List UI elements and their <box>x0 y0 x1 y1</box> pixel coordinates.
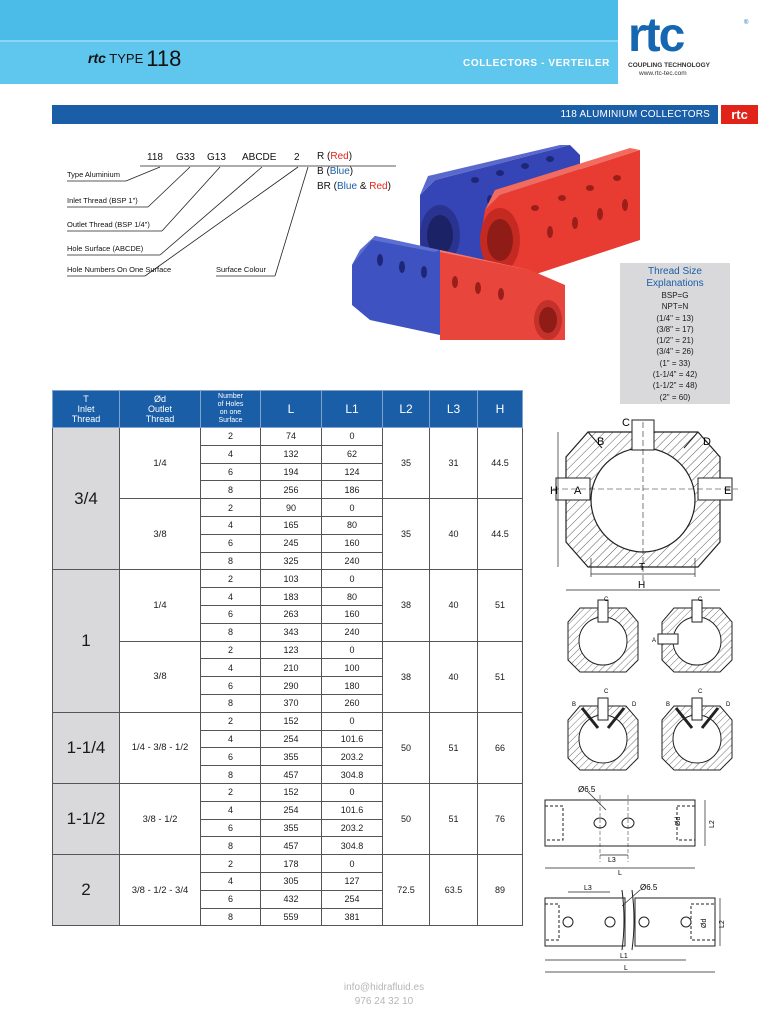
side1-label-l2: L2 <box>709 820 716 828</box>
holes-cell: 4 <box>201 445 261 463</box>
page-subtitle: COLLECTORS - VERTEILER <box>463 58 610 69</box>
l-cell: 254 <box>261 730 322 748</box>
header-od-1: Ød <box>153 394 166 404</box>
l-cell: 325 <box>261 552 322 570</box>
l2-cell: 38 <box>383 570 430 641</box>
l1-cell: 260 <box>322 694 383 712</box>
l-cell: 256 <box>261 481 322 499</box>
brand-name: rtc <box>88 50 106 66</box>
logo-mark: rtc <box>628 9 684 62</box>
header-l2: L2 <box>383 391 430 428</box>
thread-box-line: (1" = 33) <box>659 358 691 368</box>
h-cell: 66 <box>478 712 523 783</box>
dimensions-table <box>52 390 523 926</box>
l3-cell: 40 <box>430 641 478 712</box>
l-cell: 355 <box>261 819 322 837</box>
holes-cell: 4 <box>201 516 261 534</box>
holes-cell: 4 <box>201 659 261 677</box>
inlet-thread-cell: 1-1/2 <box>53 783 120 854</box>
small4-label-c: C <box>698 689 703 695</box>
section-title: 118 ALUMINIUM COLLECTORS <box>560 109 710 120</box>
table-row <box>53 712 523 730</box>
thread-box-title-line1: Thread Size <box>648 266 702 277</box>
l-cell: 210 <box>261 659 322 677</box>
l-cell: 457 <box>261 837 322 855</box>
l-cell: 183 <box>261 588 322 606</box>
colour-name-blue: Blue <box>329 166 350 177</box>
l3-cell: 63.5 <box>430 855 478 926</box>
l-cell: 132 <box>261 445 322 463</box>
l1-cell: 304.8 <box>322 766 383 784</box>
l1-cell: 0 <box>322 641 383 659</box>
l1-cell: 203.2 <box>322 748 383 766</box>
section-badge: rtc <box>721 105 758 124</box>
table-row <box>53 499 523 517</box>
footer-email: info@hidrafluid.es <box>343 982 425 993</box>
l-cell: 152 <box>261 712 322 730</box>
header-t-3: Thread <box>71 414 101 424</box>
l-cell: 74 <box>261 428 322 446</box>
holes-cell: 4 <box>201 872 261 890</box>
code-part-inlet: G33 <box>176 152 195 163</box>
l3-cell: 51 <box>430 783 478 854</box>
l1-cell: 62 <box>322 445 383 463</box>
outlet-thread-cell: 3/8 <box>120 499 201 570</box>
l-cell: 123 <box>261 641 322 659</box>
l1-cell: 0 <box>322 855 383 873</box>
side1-label-hole: Ø6.5 <box>578 785 596 794</box>
l2-cell: 35 <box>383 499 430 570</box>
cross-section-variants <box>568 596 738 771</box>
side1-label-l3: L3 <box>608 857 616 864</box>
label-d: D <box>703 436 711 448</box>
holes-cell: 8 <box>201 908 261 926</box>
l1-cell: 101.6 <box>322 730 383 748</box>
holes-cell: 2 <box>201 428 261 446</box>
header-h: H <box>478 391 523 428</box>
l1-cell: 0 <box>322 570 383 588</box>
l1-cell: 180 <box>322 677 383 695</box>
label-e: E <box>724 485 732 497</box>
l-cell: 254 <box>261 801 322 819</box>
l1-cell: 80 <box>322 516 383 534</box>
side1-label-l: L <box>618 870 622 877</box>
h-cell: 51 <box>478 570 523 641</box>
l1-cell: 160 <box>322 534 383 552</box>
holes-cell: 4 <box>201 730 261 748</box>
product-image <box>340 140 640 340</box>
label-h-bottom: H <box>638 580 646 591</box>
l2-cell: 50 <box>383 712 430 783</box>
l-cell: 370 <box>261 694 322 712</box>
l1-cell: 186 <box>322 481 383 499</box>
table-header-row <box>53 391 523 428</box>
l-cell: 178 <box>261 855 322 873</box>
l1-cell: 203.2 <box>322 819 383 837</box>
header-t-2: Inlet <box>77 404 95 414</box>
header-l: L <box>261 391 322 428</box>
label-a: A <box>574 485 582 497</box>
holes-cell: 6 <box>201 748 261 766</box>
code-label-inlet: Inlet Thread (BSP 1") <box>67 196 138 205</box>
colour-code-r: R <box>317 151 325 162</box>
inlet-thread-cell: 3/4 <box>53 428 120 570</box>
code-part-surface: ABCDE <box>242 152 277 163</box>
label-b: B <box>597 436 605 448</box>
outlet-thread-cell: 1/4 <box>120 570 201 641</box>
type-label: TYPE <box>109 51 144 66</box>
logo-registered: ® <box>744 20 749 26</box>
colour-joiner: & <box>359 181 367 192</box>
l-cell: 263 <box>261 605 322 623</box>
l-cell: 343 <box>261 623 322 641</box>
thread-size-box <box>620 263 730 404</box>
inlet-thread-cell: 1 <box>53 570 120 712</box>
thread-box-line: (1/2" = 21) <box>656 336 694 346</box>
l1-cell: 0 <box>322 499 383 517</box>
small3-label-b: B <box>572 702 577 708</box>
side1-label-od: Ød <box>675 816 682 826</box>
side2-label-hole: Ø6.5 <box>640 883 658 892</box>
side2-label-l2: L2 <box>719 920 726 928</box>
code-label-type: Type Aluminium <box>67 170 120 179</box>
thread-box-line: (2" = 60) <box>659 392 691 402</box>
l3-cell: 51 <box>430 712 478 783</box>
holes-cell: 8 <box>201 552 261 570</box>
thread-box-line: NPT=N <box>661 302 689 312</box>
label-c: C <box>622 417 630 429</box>
l1-cell: 240 <box>322 623 383 641</box>
l3-cell: 40 <box>430 570 478 641</box>
outlet-thread-cell: 1/4 <box>120 428 201 499</box>
inlet-thread-cell: 2 <box>53 855 120 926</box>
l-cell: 457 <box>261 766 322 784</box>
l1-cell: 381 <box>322 908 383 926</box>
l1-cell: 100 <box>322 659 383 677</box>
small2-label-a: A <box>652 638 657 644</box>
l1-cell: 0 <box>322 712 383 730</box>
l1-cell: 304.8 <box>322 837 383 855</box>
small2-label-c: C <box>698 597 703 603</box>
header-t-1: T <box>83 394 89 404</box>
header-holes-4: Surface <box>218 417 243 424</box>
holes-cell: 2 <box>201 570 261 588</box>
header-l1: L1 <box>322 391 383 428</box>
thread-box-title <box>620 266 730 290</box>
code-label-outlet: Outlet Thread (BSP 1/4") <box>67 220 150 229</box>
l-cell: 103 <box>261 570 322 588</box>
l1-cell: 127 <box>322 872 383 890</box>
l-cell: 305 <box>261 872 322 890</box>
colour-name-blue-2: Blue <box>337 181 358 192</box>
l-cell: 355 <box>261 748 322 766</box>
header-holes-1: Number <box>218 393 243 400</box>
small4-label-b: B <box>666 702 671 708</box>
thread-box-line: (1-1/4" = 42) <box>652 370 698 380</box>
colour-name-red: Red <box>330 151 349 162</box>
header-l3: L3 <box>430 391 478 428</box>
table-row <box>53 855 523 873</box>
code-label-colour: Surface Colour <box>216 265 267 274</box>
thread-box-line: (3/8" = 17) <box>656 324 694 334</box>
l2-cell: 35 <box>383 428 430 499</box>
logo-tagline: COUPLING TECHNOLOGY <box>628 62 710 69</box>
code-part-holes: 2 <box>294 152 300 163</box>
l1-cell: 101.6 <box>322 801 383 819</box>
thread-box-line: (1-1/2" = 48) <box>652 381 698 391</box>
header-od <box>120 391 201 428</box>
l2-cell: 38 <box>383 641 430 712</box>
thread-box-line: (1/4" = 13) <box>656 313 694 323</box>
logo-website: www.rtc-tec.com <box>639 70 687 77</box>
holes-cell: 8 <box>201 837 261 855</box>
table-row <box>53 428 523 446</box>
holes-cell: 4 <box>201 801 261 819</box>
code-label-surface: Hole Surface (ABCDE) <box>67 244 144 253</box>
thread-box-title-line2: Explanations <box>646 278 704 289</box>
l-cell: 559 <box>261 908 322 926</box>
header-holes <box>201 391 261 428</box>
label-t: T <box>639 562 646 573</box>
outlet-thread-cell: 3/8 - 1/2 <box>120 783 201 854</box>
holes-cell: 4 <box>201 588 261 606</box>
small3-label-c: C <box>604 689 609 695</box>
h-cell: 76 <box>478 783 523 854</box>
rtc-logo <box>618 0 768 84</box>
l2-cell: 72.5 <box>383 855 430 926</box>
footer-phone: 976 24 32 10 <box>354 996 414 1007</box>
l-cell: 165 <box>261 516 322 534</box>
code-part-outlet: G13 <box>207 152 226 163</box>
holes-cell: 2 <box>201 499 261 517</box>
inlet-thread-cell: 1-1/4 <box>53 712 120 783</box>
l-cell: 432 <box>261 890 322 908</box>
header-t <box>53 391 120 428</box>
l1-cell: 160 <box>322 605 383 623</box>
h-cell: 44.5 <box>478 428 523 499</box>
colour-code-br: BR <box>317 181 331 192</box>
colour-option-blue: B (Blue) <box>317 166 354 177</box>
colour-name-red-2: Red <box>369 181 388 192</box>
holes-cell: 8 <box>201 694 261 712</box>
holes-cell: 2 <box>201 641 261 659</box>
l-cell: 194 <box>261 463 322 481</box>
table-body <box>53 428 523 926</box>
holes-cell: 8 <box>201 481 261 499</box>
holes-cell: 6 <box>201 534 261 552</box>
holes-cell: 2 <box>201 855 261 873</box>
outlet-thread-cell: 1/4 - 3/8 - 1/2 <box>120 712 201 783</box>
holes-cell: 6 <box>201 819 261 837</box>
colour-code-b: B <box>317 166 324 177</box>
l3-cell: 40 <box>430 499 478 570</box>
table-row <box>53 570 523 588</box>
side-view-multi-holes <box>540 880 725 978</box>
h-cell: 89 <box>478 855 523 926</box>
outlet-thread-cell: 3/8 <box>120 641 201 712</box>
small4-label-d: D <box>726 702 731 708</box>
l1-cell: 254 <box>322 890 383 908</box>
code-part-type: 118 <box>147 152 163 163</box>
side-view-2-holes <box>540 780 720 875</box>
side2-label-l1: L1 <box>620 953 628 960</box>
label-h: H <box>550 485 558 497</box>
holes-cell: 2 <box>201 712 261 730</box>
l1-cell: 124 <box>322 463 383 481</box>
l-cell: 245 <box>261 534 322 552</box>
holes-cell: 8 <box>201 623 261 641</box>
outlet-thread-cell: 3/8 - 1/2 - 3/4 <box>120 855 201 926</box>
holes-cell: 6 <box>201 677 261 695</box>
cross-section-main <box>548 412 748 602</box>
l1-cell: 0 <box>322 783 383 801</box>
l-cell: 152 <box>261 783 322 801</box>
l1-cell: 0 <box>322 428 383 446</box>
small1-label-c: C <box>604 597 609 603</box>
l1-cell: 80 <box>322 588 383 606</box>
table-row <box>53 783 523 801</box>
thread-box-line: BSP=G <box>661 291 689 300</box>
l1-cell: 240 <box>322 552 383 570</box>
small3-label-d: D <box>632 702 637 708</box>
l-cell: 290 <box>261 677 322 695</box>
l-cell: 90 <box>261 499 322 517</box>
side2-label-l: L <box>624 965 628 972</box>
colour-option-bluered: BR (Blue & Red) <box>317 181 391 192</box>
holes-cell: 6 <box>201 605 261 623</box>
h-cell: 44.5 <box>478 499 523 570</box>
holes-cell: 8 <box>201 766 261 784</box>
l2-cell: 50 <box>383 783 430 854</box>
header-od-2: Outlet <box>147 404 172 414</box>
table-row <box>53 641 523 659</box>
holes-cell: 2 <box>201 783 261 801</box>
side2-label-od: Ød <box>701 918 708 928</box>
header-holes-2: of Holes <box>217 401 244 408</box>
code-label-holes: Hole Numbers On One Surface <box>67 265 172 274</box>
colour-option-red: R (Red) <box>317 151 353 162</box>
type-number: 118 <box>146 46 182 71</box>
side2-label-l3: L3 <box>584 885 592 892</box>
header-holes-3: on one <box>219 409 242 416</box>
header-od-3: Thread <box>145 414 175 424</box>
thread-box-line: (3/4" = 26) <box>656 347 694 357</box>
holes-cell: 6 <box>201 890 261 908</box>
l3-cell: 31 <box>430 428 478 499</box>
h-cell: 51 <box>478 641 523 712</box>
holes-cell: 6 <box>201 463 261 481</box>
